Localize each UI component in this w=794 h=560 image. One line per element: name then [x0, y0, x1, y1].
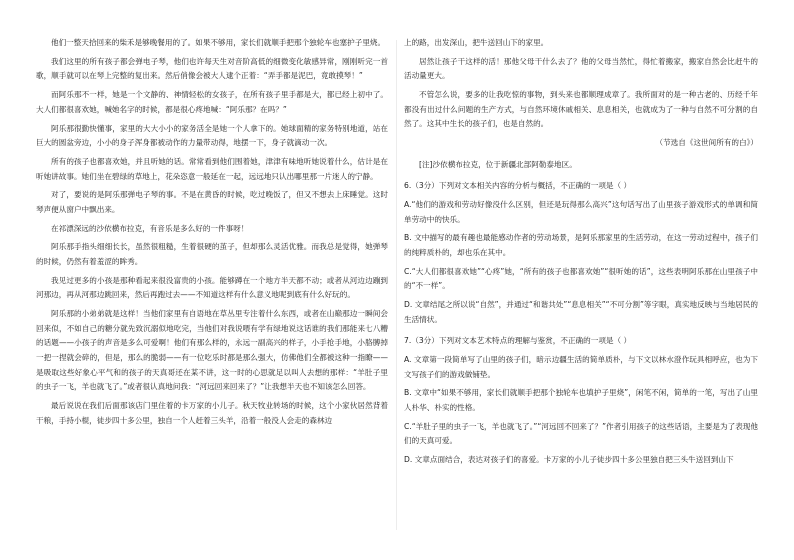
- question-7-stem: 7.（3分）下列对文本艺术特点的理解与鉴赏，不正确的一项是（ ）: [404, 336, 632, 346]
- question-7-option-a: A. 文章第一段简单写了山里的孩子们，暗示边疆生活的简单质朴，与下文以林水澄作玩具相呼应，也为下文写孩子们的游戏做铺垫。: [404, 355, 758, 379]
- passage-paragraph-7: 在祁漂深远的沙依横布拉克，有音乐是多么好的一件事呀！: [51, 223, 249, 233]
- question-7-option-b: B. 文章中“如果不够用，家长们就顺手把那个独轮车也填护子里烧”，闲笔不闲，简单的一笔，写出了山里人朴华、朴实的性格。: [404, 388, 758, 412]
- question-7-option-d: D. 文章点面结合，表达对孩子们的喜爱。卡万家的小儿子徒步四十多公里独自把三头牛送回到山下: [404, 455, 734, 465]
- passage-paragraph-12: 居然让孩子干这样的活！那他父母干什么去了？他的父母当然忙，得忙着搬家，搬家自然会比赶牛的活动量更大。: [404, 56, 758, 81]
- passage-paragraph-4: 阿乐那很勤快懂事，家里的大大小小的家务活全是她一个人拿下的。她球面精的家务特别地道，站在巨大的圆盆旁边，小小的身子浑身都被动作的力量带动得，地摆一下，身子就滴动一次。: [36, 123, 388, 148]
- question-6-option-c: C.“大人们都很喜欢她”“心疼”她，“所有的孩子也都喜欢她”“很听她的话”，这些表明阿乐那在山里孩子中的“不一样”。: [404, 266, 758, 291]
- left-column: [36, 36, 388, 428]
- passage-paragraph-3: 而阿乐那不一样，她是一个文静的、神情轻松的女孩子，在所有孩子里手都是大，都已经上初中了。大人们都很喜欢她，喊她名字的时候，都是很心疼地喊：“阿乐那？在吗？”: [36, 90, 388, 114]
- passage-paragraph-1: 他们一整天拾回来的柴禾是够晚餐用的了。如果不够用，家长们就顺手把那个独轮车也塞护子里烧。: [51, 38, 386, 47]
- question-6-option-a: A.“他们的游戏和劳动好像没什么区别，但还是玩得那么高兴”这句话写出了山里孩子游戏形式的单调和简单劳动中的快乐。: [404, 199, 758, 224]
- right-column: [404, 36, 758, 468]
- column-divider: [396, 40, 397, 530]
- passage-paragraph-5: 所有的孩子也都喜欢她，并且听她的话。常常看到他们围着她，津津有味地听她说着什么，估计是在听她讲故事。她们坐在碧绿的草地上，花朵恣意一般延在一起，远远地只认出哪里那一片迷人的宁静。: [36, 156, 388, 181]
- passage-paragraph-13: 不管怎么说，要多的让我吃惊的事物，到头来也都顺理成章了。我所面对的是一种古老的、历经千年都没有出过什么问题的生产方式，与自然环境休戚相关、息息相关，也就成为了一种与自然不可分割的自然了。这其中生长的孩子们，也是自然的。: [404, 90, 758, 129]
- question-7-option-c: C.“羊肚子里的虫子一飞，羊也就飞了。”“河远回不回来了？”作者引用孩子的这些话语，主要是为了表现他们的天真可爱。: [404, 421, 758, 446]
- question-6-option-b: B. 文中描写的最有趣也最能感动作者的劳动场景，是阿乐那家里的生活劳动，在这一劳动过程中，孩子们的纯粹质朴的，却也乐在其中。: [404, 233, 758, 257]
- question-6-stem: 6.（3分）下列对文本相关内容的分析与概括，不正确的一项是（ ）: [404, 181, 632, 191]
- passage-paragraph-11: 最后说说在我们后面那该店门里住着的卡万家的小儿子。秋天牧业转场的时候，这个小家伙居然背着干粮，手持小棍，徒步四十多公里，独自一个人赶着三头羊，沿着一般没人会走的森林边: [36, 400, 388, 425]
- source-note: （节选自《这世间所有的白》）: [655, 137, 758, 147]
- passage-paragraph-9: 我见过更多的小孩是那种看起来很没富贵的小孩。能够蹲在一个地方半天都不动；或者从河边边蹦到河那边，再从河那边跳回来，然后再跑过去——不知道这样有什么意义地呢到底有什么好玩的。: [36, 275, 388, 300]
- passage-paragraph-6: 对了，要说的是阿乐那弹电子琴的事。不是在黄昏的时候，吃过晚饭了，但又不想去上床睡觉。这时琴声便从窗户中飘出来。: [36, 190, 388, 214]
- annotation-note: [注]沙依横布拉克，位于新疆北部阿勒泰地区。: [419, 159, 577, 169]
- passage-continuation: 上的路，出发深山，把牛送回山下的家里。: [404, 38, 549, 47]
- passage-paragraph-2: 我们这里的所有孩子都会弹电子琴，他们也许每天生对音阶高低的细微变化敏感异常，刚刚听完一首歌，顺手就可以在琴上完整的复出来。然后俏像会被大人逮个正着：“弄手都是泥巴，竟敢摸琴！”: [36, 56, 388, 81]
- passage-paragraph-10: 阿乐那的小弟弟就是这样！当他们家里有自语地在草丛里专注着什么东西，或者在山巅那边一瞬间会回来似，不如自己的糖分就先致沉溺似地吃完，当他们对我说喂有学有绿地说这话谁的我们那能来七八糟的话题——小孩子的声音是多么可爱啊！他们有那么样的，永远一副高兴的样子，小手抢手地，小胳膊掉一把一捏就会碎的，但是，那么的脆弱——有一位吃乐时都是那么强大，仿佛他们全都被这种一指瞭——是吸取这些好象心平气和的孩子的天真哥还在某不讲，这一时的心思就足以叫人去想的那样：“羊肚子里的虫子一飞，羊也就飞了。”或者很认真地问我：“河远回来回来了？”让我想半天也不知该怎么回答。: [36, 309, 388, 392]
- passage-paragraph-8: 阿乐那手指头细细长长，虽然很粗糙，生着很硬的茧子，但却那么灵活优雅。而我总是觉得，她弹琴的时候，仍然有着羞涩的眸秀。: [36, 242, 388, 267]
- question-6-option-d: D. 文章结尾之所以说“自然”，并通过“和谐共处”“息息相关”“不可分割”等字眼，真实地反映与当地居民的生活情状。: [404, 300, 758, 324]
